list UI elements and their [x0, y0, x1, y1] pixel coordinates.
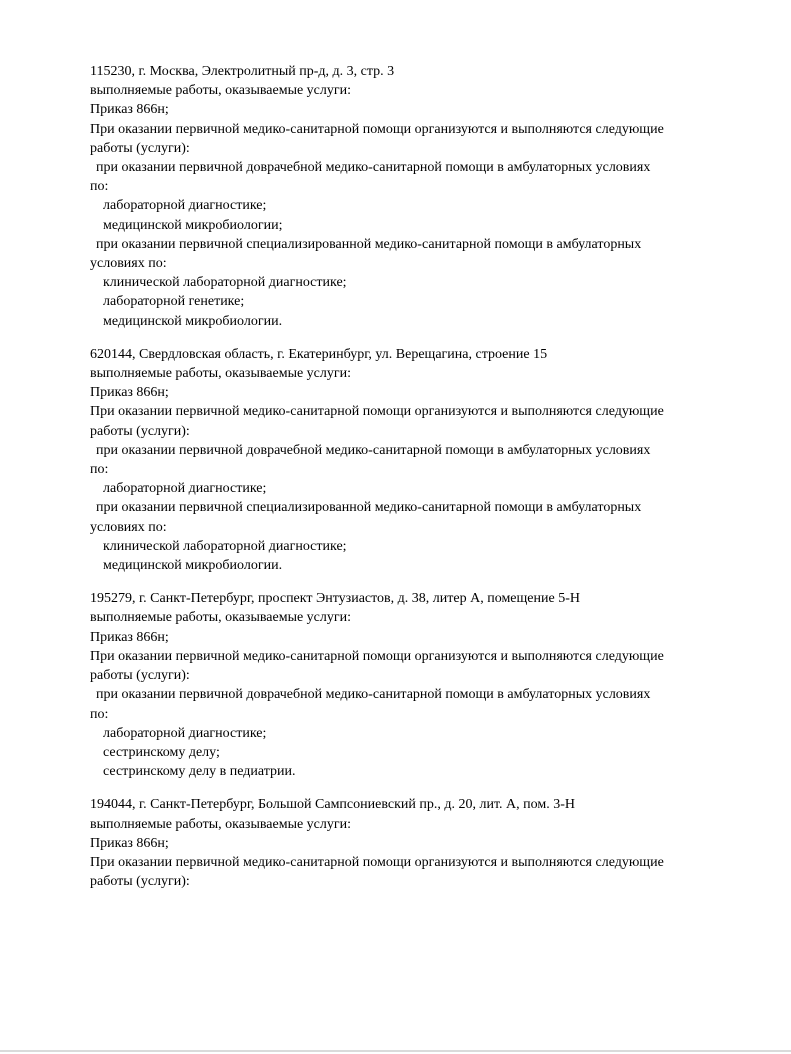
text-line: при оказании первичной специализированной медико-санитарной помощи в амбулаторных [96, 236, 642, 252]
text-line: работы (услуги): [90, 140, 190, 156]
address-line: 194044, г. Санкт-Петербург, Большой Сампсониевский пр., д. 20, лит. А, пом. 3-Н [90, 797, 575, 813]
text-line: выполняемые работы, оказываемые услуги: [90, 366, 352, 382]
text-line: работы (услуги): [90, 423, 190, 439]
address-block [90, 795, 755, 891]
service-line: лабораторной генетике; [103, 294, 245, 310]
text-line: При оказании первичной медико-санитарной помощи организуются и выполняются следующие [90, 648, 664, 664]
document-body [90, 62, 755, 905]
service-line: медицинской микробиологии. [103, 313, 283, 329]
text-line: по: [90, 706, 109, 722]
text-line: Приказ 866н; [90, 835, 169, 851]
service-line: медицинской микробиологии. [103, 558, 283, 574]
text-line: выполняемые работы, оказываемые услуги: [90, 83, 352, 99]
address-line: 115230, г. Москва, Электролитный пр-д, д. 3, стр. 3 [90, 64, 395, 79]
address-block [90, 62, 755, 331]
text-line: по: [90, 179, 109, 195]
service-line: лабораторной диагностике; [103, 198, 267, 214]
bottom-divider [0, 1050, 791, 1052]
text-line: При оказании первичной медико-санитарной помощи организуются и выполняются следующие [90, 854, 664, 870]
service-line: лабораторной диагностике; [103, 481, 267, 497]
text-line: Приказ 866н; [90, 102, 169, 118]
address-line: 195279, г. Санкт-Петербург, проспект Энтузиастов, д. 38, литер А, помещение 5-Н [90, 591, 580, 607]
text-line: условиях по: [90, 256, 167, 272]
text-line: работы (услуги): [90, 874, 190, 890]
text-line: условиях по: [90, 519, 167, 535]
service-line: медицинской микробиологии; [103, 217, 283, 233]
text-line: работы (услуги): [90, 668, 190, 684]
text-line: При оказании первичной медико-санитарной помощи организуются и выполняются следующие [90, 121, 664, 137]
text-line: выполняемые работы, оказываемые услуги: [90, 610, 352, 626]
text-line: выполняемые работы, оказываемые услуги: [90, 816, 352, 832]
text-line: Приказ 866н; [90, 629, 169, 645]
service-line: клинической лабораторной диагностике; [103, 275, 347, 291]
text-line: При оказании первичной медико-санитарной помощи организуются и выполняются следующие [90, 404, 664, 420]
address-line: 620144, Свердловская область, г. Екатеринбург, ул. Верещагина, строение 15 [90, 346, 548, 362]
service-line: сестринскому делу; [103, 744, 220, 760]
text-line: при оказании первичной специализированной медико-санитарной помощи в амбулаторных [96, 500, 642, 516]
service-line: сестринскому делу в педиатрии. [103, 764, 296, 780]
text-line: при оказании первичной доврачебной медико-санитарной помощи в амбулаторных условиях [96, 442, 651, 458]
address-block [90, 589, 755, 781]
text-line: при оказании первичной доврачебной медико-санитарной помощи в амбулаторных условиях [96, 687, 651, 703]
address-block [90, 345, 755, 575]
text-line: по: [90, 462, 109, 478]
service-line: лабораторной диагностике; [103, 725, 267, 741]
text-line: при оказании первичной доврачебной медико-санитарной помощи в амбулаторных условиях [96, 160, 651, 176]
service-line: клинической лабораторной диагностике; [103, 538, 347, 554]
text-line: Приказ 866н; [90, 385, 169, 401]
